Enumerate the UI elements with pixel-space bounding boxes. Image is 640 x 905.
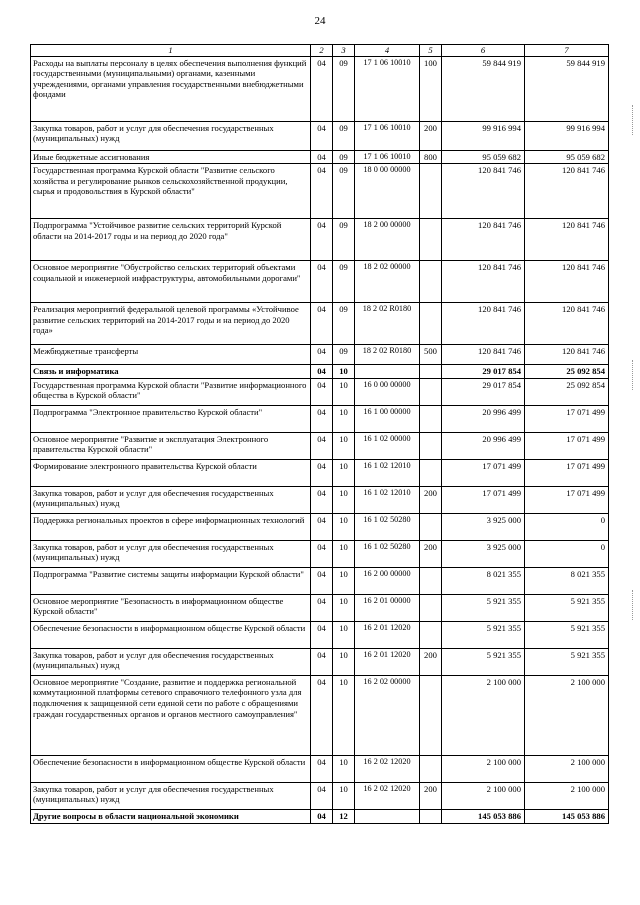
amount-cell-col6: 99 916 994 [442,121,525,150]
target-article-cell: 18 0 00 00000 [355,164,420,219]
target-article-cell: 18 2 00 00000 [355,219,420,261]
subsection-code-cell: 09 [333,56,355,121]
section-code-cell: 04 [311,755,333,782]
subsection-code-cell: 10 [333,755,355,782]
amount-cell-col6: 2 100 000 [442,755,525,782]
table-row [31,365,609,379]
expense-type-cell [420,219,442,261]
subsection-code-cell: 09 [333,150,355,164]
expense-type-cell [420,378,442,405]
section-code-cell: 04 [311,378,333,405]
expense-type-cell [420,809,442,823]
section-code-cell: 04 [311,303,333,345]
subsection-code-cell: 09 [333,121,355,150]
page-number: 24 [314,15,326,27]
subsection-code-cell: 09 [333,261,355,303]
table-row [31,164,609,219]
target-article-cell: 16 1 02 12010 [355,486,420,513]
header-cell: 7 [525,45,609,57]
expense-type-cell [420,594,442,621]
amount-cell-col7: 17 071 499 [525,405,609,432]
table-row [31,540,609,567]
subsection-code-cell: 09 [333,303,355,345]
table-row [31,219,609,261]
row-name-cell: Подпрограмма "Электронное правительство Курской области" [31,405,311,432]
subsection-code-cell: 10 [333,782,355,809]
table-row [31,345,609,365]
row-name-cell: Связь и информатика [31,365,311,379]
subsection-code-cell: 10 [333,459,355,486]
amount-cell-col7: 95 059 682 [525,150,609,164]
amount-cell-col7: 120 841 746 [525,164,609,219]
section-code-cell: 04 [311,782,333,809]
table-body [31,56,609,823]
table-row [31,755,609,782]
subsection-code-cell: 10 [333,365,355,379]
header-cell: 4 [355,45,420,57]
amount-cell-col6: 120 841 746 [442,219,525,261]
target-article-cell: 18 2 02 00000 [355,261,420,303]
target-article-cell: 16 2 00 00000 [355,567,420,594]
table-row [31,56,609,121]
expense-type-cell [420,164,442,219]
target-article-cell [355,365,420,379]
subsection-code-cell: 10 [333,432,355,459]
amount-cell-col6: 5 921 355 [442,594,525,621]
amount-cell-col6: 3 925 000 [442,513,525,540]
target-article-cell [355,809,420,823]
expense-type-cell: 100 [420,56,442,121]
row-name-cell: Основное мероприятие "Обустройство сельских территорий объектами социальной и инженерной инфраструктуры, автомобильными дорогами" [31,261,311,303]
header-cell: 5 [420,45,442,57]
amount-cell-col7: 25 092 854 [525,378,609,405]
amount-cell-col7: 0 [525,540,609,567]
target-article-cell: 16 1 02 12010 [355,459,420,486]
subsection-code-cell: 10 [333,675,355,755]
header-cell: 1 [31,45,311,57]
subsection-code-cell: 10 [333,405,355,432]
row-name-cell: Поддержка региональных проектов в сфере информационных технологий [31,513,311,540]
amount-cell-col7: 25 092 854 [525,365,609,379]
subsection-code-cell: 10 [333,594,355,621]
amount-cell-col7: 5 921 355 [525,621,609,648]
subsection-code-cell: 10 [333,378,355,405]
section-code-cell: 04 [311,365,333,379]
expense-type-cell: 200 [420,486,442,513]
subsection-code-cell: 10 [333,513,355,540]
expense-type-cell [420,432,442,459]
section-code-cell: 04 [311,432,333,459]
expense-type-cell [420,365,442,379]
table-row [31,121,609,150]
table-row [31,261,609,303]
target-article-cell: 17 1 06 10010 [355,121,420,150]
subsection-code-cell: 09 [333,219,355,261]
row-name-cell: Основное мероприятие "Безопасность в информационном обществе Курской области" [31,594,311,621]
header-row [31,45,609,57]
expense-type-cell [420,567,442,594]
target-article-cell: 17 1 06 10010 [355,56,420,121]
amount-cell-col6: 17 071 499 [442,459,525,486]
margin-mark [632,590,634,620]
expense-type-cell: 200 [420,121,442,150]
amount-cell-col7: 2 100 000 [525,755,609,782]
amount-cell-col7: 120 841 746 [525,261,609,303]
expense-type-cell [420,755,442,782]
subsection-code-cell: 10 [333,648,355,675]
amount-cell-col6: 17 071 499 [442,486,525,513]
table-row [31,150,609,164]
row-name-cell: Закупка товаров, работ и услуг для обеспечения государственных (муниципальных) нужд [31,540,311,567]
row-name-cell: Закупка товаров, работ и услуг для обеспечения государственных (муниципальных) нужд [31,782,311,809]
row-name-cell: Закупка товаров, работ и услуг для обеспечения государственных (муниципальных) нужд [31,648,311,675]
amount-cell-col7: 2 100 000 [525,782,609,809]
amount-cell-col7: 8 021 355 [525,567,609,594]
expense-type-cell [420,513,442,540]
section-code-cell: 04 [311,121,333,150]
table-row [31,378,609,405]
row-name-cell: Формирование электронного правительства Курской области [31,459,311,486]
amount-cell-col7: 99 916 994 [525,121,609,150]
table-row [31,486,609,513]
section-code-cell: 04 [311,150,333,164]
amount-cell-col7: 120 841 746 [525,303,609,345]
row-name-cell: Государственная программа Курской области "Развитие информационного общества в Курской области" [31,378,311,405]
header-cell: 3 [333,45,355,57]
margin-mark [632,105,634,135]
row-name-cell: Другие вопросы в области национальной экономики [31,809,311,823]
section-code-cell: 04 [311,540,333,567]
amount-cell-col6: 95 059 682 [442,150,525,164]
budget-table [30,44,609,824]
expense-type-cell: 200 [420,540,442,567]
header-cell: 2 [311,45,333,57]
amount-cell-col7: 17 071 499 [525,459,609,486]
section-code-cell: 04 [311,261,333,303]
amount-cell-col7: 2 100 000 [525,675,609,755]
expense-type-cell: 200 [420,648,442,675]
table-row [31,594,609,621]
table-row [31,782,609,809]
subsection-code-cell: 10 [333,567,355,594]
expense-type-cell [420,621,442,648]
table-row [31,567,609,594]
row-name-cell: Обеспечение безопасности в информационном обществе Курской области [31,755,311,782]
expense-type-cell: 500 [420,345,442,365]
amount-cell-col6: 120 841 746 [442,261,525,303]
section-code-cell: 04 [311,594,333,621]
subsection-code-cell: 09 [333,345,355,365]
expense-type-cell [420,459,442,486]
table-row [31,432,609,459]
section-code-cell: 04 [311,164,333,219]
header-cell: 6 [442,45,525,57]
target-article-cell: 16 2 01 00000 [355,594,420,621]
row-name-cell: Межбюджетные трансферты [31,345,311,365]
row-name-cell: Закупка товаров, работ и услуг для обеспечения государственных (муниципальных) нужд [31,121,311,150]
table-row [31,513,609,540]
amount-cell-col7: 0 [525,513,609,540]
row-name-cell: Подпрограмма "Устойчивое развитие сельских территорий Курской области на 2014-2017 годы и на период до 2020 года" [31,219,311,261]
target-article-cell: 16 1 00 00000 [355,405,420,432]
row-name-cell: Реализация мероприятий федеральной целевой программы «Устойчивое развитие сельских территорий на 2014-2017 годы и на период до 2020 года» [31,303,311,345]
subsection-code-cell: 10 [333,486,355,513]
table-row [31,648,609,675]
target-article-cell: 18 2 02 R0180 [355,345,420,365]
row-name-cell: Закупка товаров, работ и услуг для обеспечения государственных (муниципальных) нужд [31,486,311,513]
target-article-cell: 16 2 01 12020 [355,648,420,675]
amount-cell-col6: 5 921 355 [442,648,525,675]
table-row [31,809,609,823]
section-code-cell: 04 [311,219,333,261]
amount-cell-col6: 29 017 854 [442,378,525,405]
amount-cell-col6: 20 996 499 [442,405,525,432]
amount-cell-col7: 5 921 355 [525,648,609,675]
subsection-code-cell: 10 [333,621,355,648]
table-row [31,675,609,755]
amount-cell-col6: 120 841 746 [442,345,525,365]
target-article-cell: 16 2 02 12020 [355,755,420,782]
target-article-cell: 16 1 02 00000 [355,432,420,459]
target-article-cell: 17 1 06 10010 [355,150,420,164]
target-article-cell: 16 2 02 12020 [355,782,420,809]
section-code-cell: 04 [311,809,333,823]
amount-cell-col7: 120 841 746 [525,219,609,261]
expense-type-cell: 800 [420,150,442,164]
amount-cell-col6: 120 841 746 [442,164,525,219]
section-code-cell: 04 [311,675,333,755]
expense-type-cell [420,261,442,303]
target-article-cell: 16 2 01 12020 [355,621,420,648]
table-row [31,303,609,345]
amount-cell-col6: 20 996 499 [442,432,525,459]
target-article-cell: 16 1 02 50280 [355,540,420,567]
amount-cell-col7: 17 071 499 [525,432,609,459]
amount-cell-col6: 29 017 854 [442,365,525,379]
subsection-code-cell: 10 [333,540,355,567]
amount-cell-col6: 3 925 000 [442,540,525,567]
amount-cell-col6: 5 921 355 [442,621,525,648]
row-name-cell: Расходы на выплаты персоналу в целях обеспечения выполнения функций государственными (муниципальными) органами, казенными учреждениями, органами управления государственными внебюджетными фондами [31,56,311,121]
target-article-cell: 16 2 02 00000 [355,675,420,755]
amount-cell-col7: 145 053 886 [525,809,609,823]
table-row [31,405,609,432]
table-row [31,621,609,648]
margin-mark [632,360,634,390]
table-row [31,459,609,486]
amount-cell-col6: 145 053 886 [442,809,525,823]
row-name-cell: Основное мероприятие "Создание, развитие и поддержка региональной коммутационной платформы сетевого справочного телефонного узла для подключения к защищенной сети единой сети по работе с обращениями граждан государственных органов и органов местного самоуправления" [31,675,311,755]
expense-type-cell [420,303,442,345]
row-name-cell: Иные бюджетные ассигнования [31,150,311,164]
row-name-cell: Подпрограмма "Развитие системы защиты информации Курской области" [31,567,311,594]
amount-cell-col6: 120 841 746 [442,303,525,345]
target-article-cell: 18 2 02 R0180 [355,303,420,345]
section-code-cell: 04 [311,405,333,432]
section-code-cell: 04 [311,459,333,486]
section-code-cell: 04 [311,56,333,121]
row-name-cell: Основное мероприятие "Развитие и эксплуатация Электронного правительства Курской области" [31,432,311,459]
section-code-cell: 04 [311,567,333,594]
subsection-code-cell: 09 [333,164,355,219]
amount-cell-col6: 8 021 355 [442,567,525,594]
row-name-cell: Обеспечение безопасности в информационном обществе Курской области [31,621,311,648]
amount-cell-col6: 59 844 919 [442,56,525,121]
target-article-cell: 16 1 02 50280 [355,513,420,540]
section-code-cell: 04 [311,621,333,648]
section-code-cell: 04 [311,513,333,540]
section-code-cell: 04 [311,648,333,675]
amount-cell-col6: 2 100 000 [442,675,525,755]
target-article-cell: 16 0 00 00000 [355,378,420,405]
expense-type-cell [420,405,442,432]
expense-type-cell: 200 [420,782,442,809]
row-name-cell: Государственная программа Курской области "Развитие сельского хозяйства и регулирование рынков сельскохозяйственной продукции, сырья и продовольствия в Курской области" [31,164,311,219]
section-code-cell: 04 [311,345,333,365]
amount-cell-col7: 120 841 746 [525,345,609,365]
amount-cell-col7: 5 921 355 [525,594,609,621]
amount-cell-col7: 59 844 919 [525,56,609,121]
section-code-cell: 04 [311,486,333,513]
expense-type-cell [420,675,442,755]
subsection-code-cell: 12 [333,809,355,823]
amount-cell-col6: 2 100 000 [442,782,525,809]
amount-cell-col7: 17 071 499 [525,486,609,513]
